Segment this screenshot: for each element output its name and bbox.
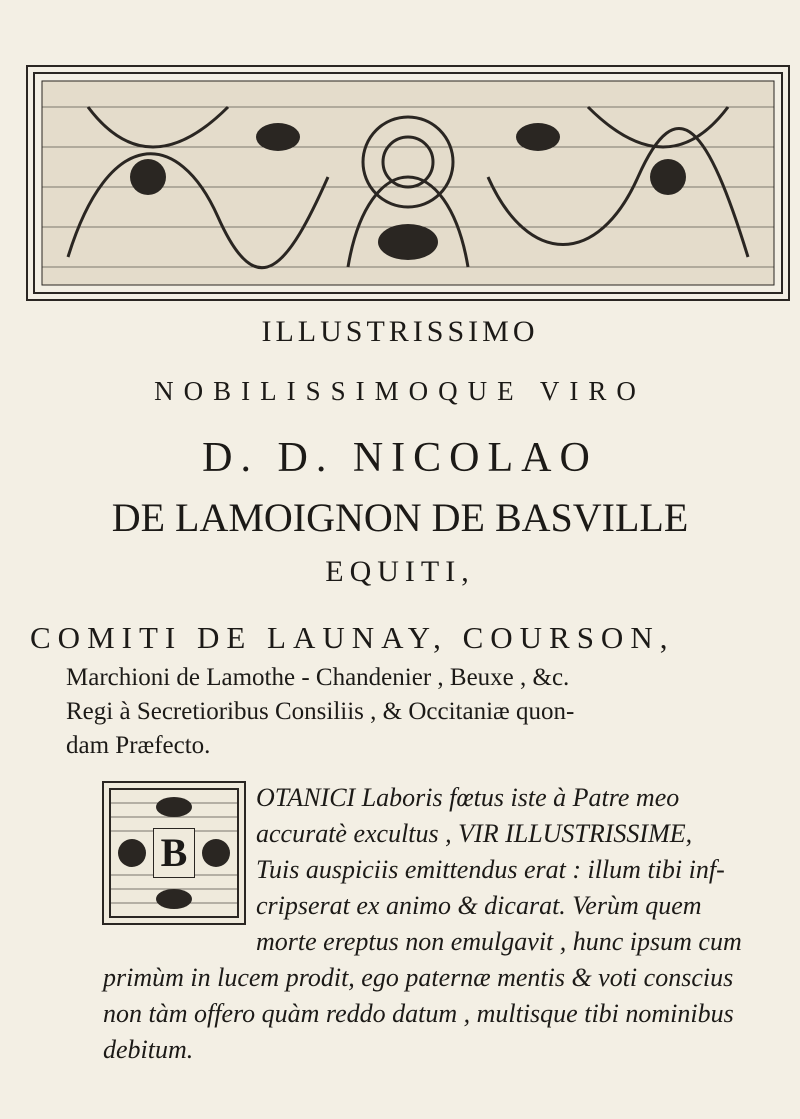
title-illustrissimo: ILLUSTRISSIMO [261,315,539,348]
dedication-line-7: non tàm offero quàm reddo datum , multisque tibi nominibus [103,999,734,1028]
dedication-line-4: cripserat ex animo & dicarat. Verùm quem [256,891,702,920]
decorated-initial [102,781,246,925]
roman-line-2: Regi à Secretioribus Consiliis , & Occitaniæ quon- [66,698,575,725]
title-lamoignon: DE LAMOIGNON DE BASVILLE [111,495,689,540]
dedication-line-8: debitum. [103,1035,194,1064]
dedication-line-5: morte ereptus non emulgavit , hunc ipsum cum [256,927,742,956]
dedication-line-1: OTANICI Laboris fœtus iste à Patre meo [256,783,680,812]
title-nobilissimoque-viro: NOBILISSIMOQUE VIRO [154,376,646,406]
roman-line-3: dam Præfecto. [66,732,211,759]
ornamental-headpiece [26,65,790,301]
dedication-line-6: primùm in lucem prodit, ego paternæ mentis & voti conscius [103,963,734,992]
dedication-line-3: Tuis auspiciis emittendus erat : illum tibi inf- [256,855,725,884]
title-nicolao: D. D. NICOLAO [202,435,598,481]
headpiece-engraving [28,67,788,299]
dedication-line-2: accuratè excultus , VIR ILLUSTRISSIME, [256,819,693,848]
title-equiti: EQUITI, [325,555,475,588]
title-comiti: COMITI DE LAUNAY, COURSON, [30,620,675,655]
roman-line-1: Marchioni de Lamothe - Chandenier , Beuxe , &c. [66,664,570,691]
initial-letter: B [153,828,196,878]
